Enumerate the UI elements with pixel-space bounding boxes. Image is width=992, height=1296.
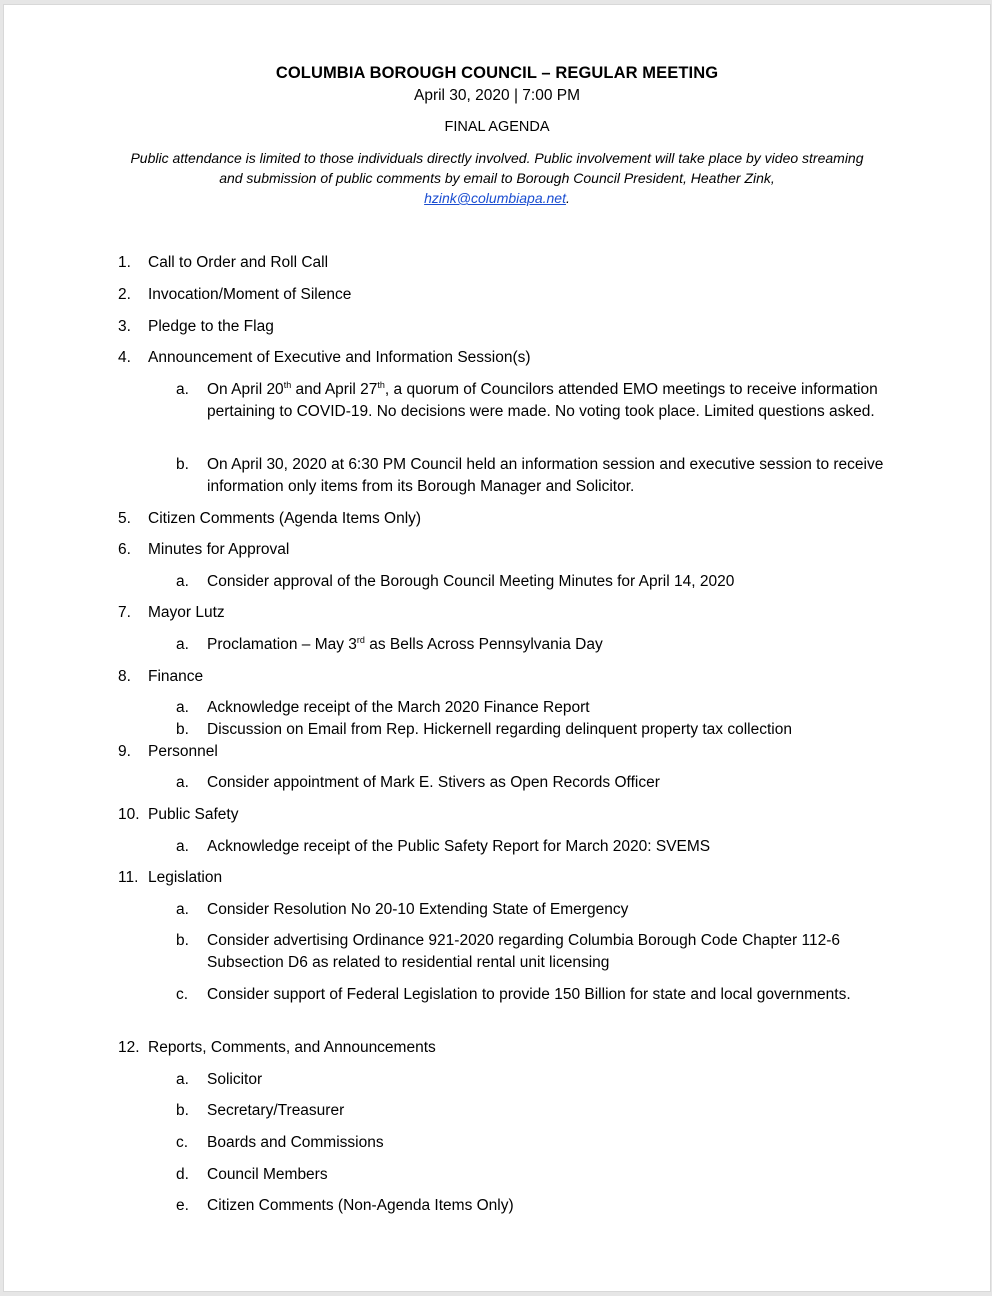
agenda-subitem xyxy=(176,984,896,1006)
subitem-text: Discussion on Email from Rep. Hickernell regarding delinquent property tax collection xyxy=(207,721,792,738)
agenda-item xyxy=(118,284,351,306)
agenda-item xyxy=(118,508,421,530)
subitem-letter: b. xyxy=(176,456,189,473)
subitem-letter: b. xyxy=(176,932,189,949)
subitem-text: Consider approval of the Borough Council Meeting Minutes for April 14, 2020 xyxy=(207,573,735,590)
agenda-item xyxy=(118,539,289,561)
agenda-subitem xyxy=(176,899,896,921)
subitem-text: Consider appointment of Mark E. Stivers as Open Records Officer xyxy=(207,774,660,791)
subitem-letter: a. xyxy=(176,699,189,716)
subitem-letter: e. xyxy=(176,1197,189,1214)
item-number: 9. xyxy=(118,743,131,760)
public-notice xyxy=(127,148,867,208)
item-number: 6. xyxy=(118,541,131,558)
subitem-letter: a. xyxy=(176,774,189,791)
item-label: Mayor Lutz xyxy=(148,604,225,621)
subitem-letter: c. xyxy=(176,986,189,1003)
item-label: Finance xyxy=(148,668,204,685)
agenda-item xyxy=(118,347,531,369)
agenda-subitem xyxy=(176,571,896,593)
subitem-text: Consider support of Federal Legislation to provide 150 Billion for state and local governments. xyxy=(207,986,851,1003)
email-link[interactable]: hzink@columbiapa.net xyxy=(424,190,566,206)
subitem-text: On April 20th and April 27th, a quorum of Councilors attended EMO meetings to receive information pertaining to COVID-19. No decisions were made. No voting took place. Limited questions asked. xyxy=(207,379,878,420)
subitem-letter: a. xyxy=(176,636,189,653)
agenda-subitem xyxy=(176,930,896,974)
agenda-item xyxy=(118,741,218,763)
item-label: Announcement of Executive and Information Session(s) xyxy=(148,349,531,366)
agenda-subitem xyxy=(176,379,896,423)
notice-text: Public attendance is limited to those individuals directly involved. Public involvement will take place by video streaming and submission of public comments by email to Borough Council President, Heather Zink, xyxy=(130,150,864,186)
item-number: 3. xyxy=(118,318,131,335)
item-label: Reports, Comments, and Announcements xyxy=(148,1039,436,1056)
subitem-text: Consider Resolution No 20-10 Extending State of Emergency xyxy=(207,901,629,918)
agenda-subitem xyxy=(176,1132,896,1154)
subitem-letter: a. xyxy=(176,901,189,918)
subitem-letter: a. xyxy=(176,1071,189,1088)
subitem-letter: a. xyxy=(176,573,189,590)
agenda-subitem xyxy=(176,1164,896,1186)
item-number: 8. xyxy=(118,668,131,685)
item-number: 2. xyxy=(118,286,131,303)
agenda-subitem xyxy=(176,1195,896,1217)
agenda-subitem xyxy=(176,836,896,858)
item-number: 12. xyxy=(118,1039,140,1056)
item-label: Minutes for Approval xyxy=(148,541,290,558)
subitem-letter: b. xyxy=(176,721,189,738)
item-number: 5. xyxy=(118,510,131,527)
item-label: Call to Order and Roll Call xyxy=(148,254,329,271)
document-page xyxy=(3,4,991,1292)
agenda-item xyxy=(118,602,225,624)
subitem-text: Citizen Comments (Non-Agenda Items Only) xyxy=(207,1197,514,1214)
item-label: Citizen Comments (Agenda Items Only) xyxy=(148,510,422,527)
subitem-text: Proclamation – May 3rd as Bells Across Pennsylvania Day xyxy=(207,634,603,653)
item-label: Legislation xyxy=(148,869,223,886)
agenda-header xyxy=(4,63,990,208)
agenda-item xyxy=(118,316,274,338)
subitem-text: Consider advertising Ordinance 921-2020 regarding Columbia Borough Code Chapter 112-6 Subsection D6 as related to residential rental unit licensing xyxy=(207,932,841,971)
subitem-text: Boards and Commissions xyxy=(207,1134,384,1151)
subitem-text: Secretary/Treasurer xyxy=(207,1102,345,1119)
item-number: 10. xyxy=(118,806,140,823)
page-title: COLUMBIA BOROUGH COUNCIL – REGULAR MEETING xyxy=(275,64,719,82)
subitem-text: Acknowledge receipt of the Public Safety Report for March 2020: SVEMS xyxy=(207,838,711,855)
meeting-date-time: April 30, 2020 | 7:00 PM xyxy=(413,87,580,104)
agenda-item xyxy=(118,804,238,826)
agenda-subitem xyxy=(176,697,896,719)
item-number: 11. xyxy=(118,869,139,886)
agenda-subitem xyxy=(176,719,896,741)
subitem-text: On April 30, 2020 at 6:30 PM Council held an information session and executive session to receive information only items from its Borough Manager and Solicitor. xyxy=(207,456,884,495)
agenda-subitem xyxy=(176,1069,896,1091)
item-number: 7. xyxy=(118,604,131,621)
subitem-letter: c. xyxy=(176,1134,189,1151)
item-label: Invocation/Moment of Silence xyxy=(148,286,352,303)
agenda-item xyxy=(118,666,203,688)
agenda-item xyxy=(118,1037,436,1059)
item-number: 4. xyxy=(118,349,131,366)
agenda-item xyxy=(118,867,222,889)
agenda-subitem xyxy=(176,454,896,498)
subitem-letter: a. xyxy=(176,838,189,855)
subitem-text: Council Members xyxy=(207,1166,328,1183)
subitem-letter: a. xyxy=(176,381,189,398)
subitem-letter: b. xyxy=(176,1102,189,1119)
subitem-letter: d. xyxy=(176,1166,189,1183)
agenda-item xyxy=(118,252,328,274)
item-label: Public Safety xyxy=(148,806,239,823)
agenda-subitem xyxy=(176,772,896,794)
subitem-text: Acknowledge receipt of the March 2020 Finance Report xyxy=(207,699,590,716)
agenda-label: FINAL AGENDA xyxy=(444,119,550,135)
agenda-subitem xyxy=(176,634,896,656)
item-label: Personnel xyxy=(148,743,218,760)
agenda-subitem xyxy=(176,1100,896,1122)
notice-period: . xyxy=(565,190,570,206)
subitem-text: Solicitor xyxy=(207,1071,263,1088)
item-label: Pledge to the Flag xyxy=(148,318,274,335)
item-number: 1. xyxy=(118,254,131,271)
